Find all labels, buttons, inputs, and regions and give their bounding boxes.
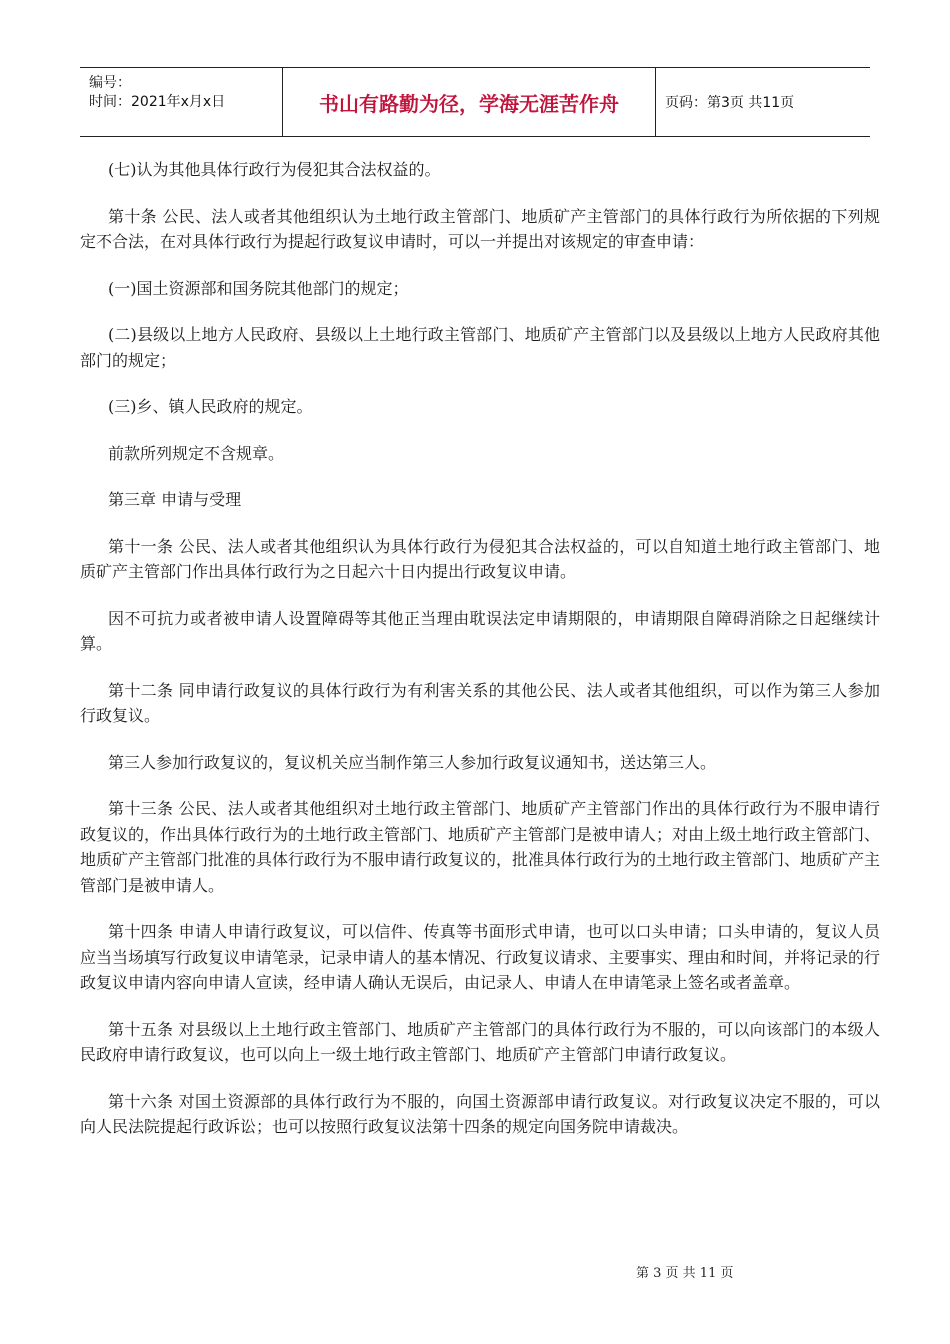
paragraph: 第十一条 公民、法人或者其他组织认为具体行政行为侵犯其合法权益的，可以自知道土地行政主管部门、地质矿产主管部门作出具体行政行为之日起六十日内提出行政复议申请。 — [80, 536, 880, 581]
paragraph: 第十五条 对县级以上土地行政主管部门、地质矿产主管部门的具体行政行为不服的，可以向该部门的本级人民政府申请行政复议，也可以向上一级土地行政主管部门、地质矿产主管部门申请行政复议。 — [80, 1019, 880, 1064]
document-time-label: 时间：2021年x月x日 — [89, 94, 226, 110]
paragraph: (七)认为其他具体行政行为侵犯其合法权益的。 — [108, 160, 441, 179]
chapter-heading: 第三章 申请与受理 — [108, 490, 242, 509]
paragraph: 因不可抗力或者被申请人设置障碍等其他正当理由耽误法定申请期限的，申请期限自障碍消除之日起继续计算。 — [80, 608, 880, 653]
document-number-label: 编号： — [89, 75, 131, 91]
paragraph: 第三人参加行政复议的，复议机关应当制作第三人参加行政复议通知书，送达第三人。 — [108, 752, 717, 772]
paragraph: 第十六条 对国土资源部的具体行政行为不服的，向国土资源部申请行政复议。对行政复议决定不服的，可以向人民法院提起行政诉讼；也可以按照行政复议法第十四条的规定向国务院申请裁决。 — [80, 1091, 880, 1136]
page-header — [80, 67, 870, 137]
paragraph: 第十四条 申请人申请行政复议，可以信件、传真等书面形式申请，也可以口头申请；口头申请的，复议人员应当当场填写行政复议申请笔录，记录申请人的基本情况、行政复议请求、主要事实、理由和时间，并将记录的行政复议申请内容向申请人宣读，经申请人确认无误后，由记录人、申请人在申请笔录上签名或者盖章。 — [80, 922, 881, 992]
page-footer: 第 3 页 共 11 页 — [636, 1266, 734, 1281]
paragraph: 前款所列规定不含规章。 — [108, 443, 285, 463]
paragraph: (一)国土资源部和国务院其他部门的规定； — [108, 278, 409, 298]
paragraph: (三)乡、镇人民政府的规定。 — [108, 397, 313, 416]
header-meta-cell — [80, 68, 283, 136]
paragraph: (二)县级以上地方人民政府、县级以上土地行政主管部门、地质矿产主管部门以及县级以上地方人民政府其他部门的规定； — [80, 325, 880, 370]
paragraph: 第十条 公民、法人或者其他组织认为土地行政主管部门、地质矿产主管部门的具体行政行为所依据的下列规定不合法，在对具体行政行为提起行政复议申请时，可以一并提出对该规定的审查申请： — [80, 206, 880, 251]
header-page-info: 页码：第3页 共11页 — [665, 95, 795, 111]
document-body — [80, 157, 880, 1161]
paragraph: 第十二条 同申请行政复议的具体行政行为有利害关系的其他公民、法人或者其他组织，可以作为第三人参加行政复议。 — [80, 680, 880, 725]
header-motto: 书山有路勤为径，学海无涯苦作舟 — [283, 68, 656, 136]
paragraph: 第十三条 公民、法人或者其他组织对土地行政主管部门、地质矿产主管部门作出的具体行政行为不服申请行政复议的，作出具体行政行为的土地行政主管部门、地质矿产主管部门是被申请人；对由上级土地行政主管部门、地质矿产主管部门批准的具体行政行为不服申请行政复议的，批准具体行政行为的土地行政主管部门、地质矿产主管部门是被申请人。 — [80, 799, 881, 895]
